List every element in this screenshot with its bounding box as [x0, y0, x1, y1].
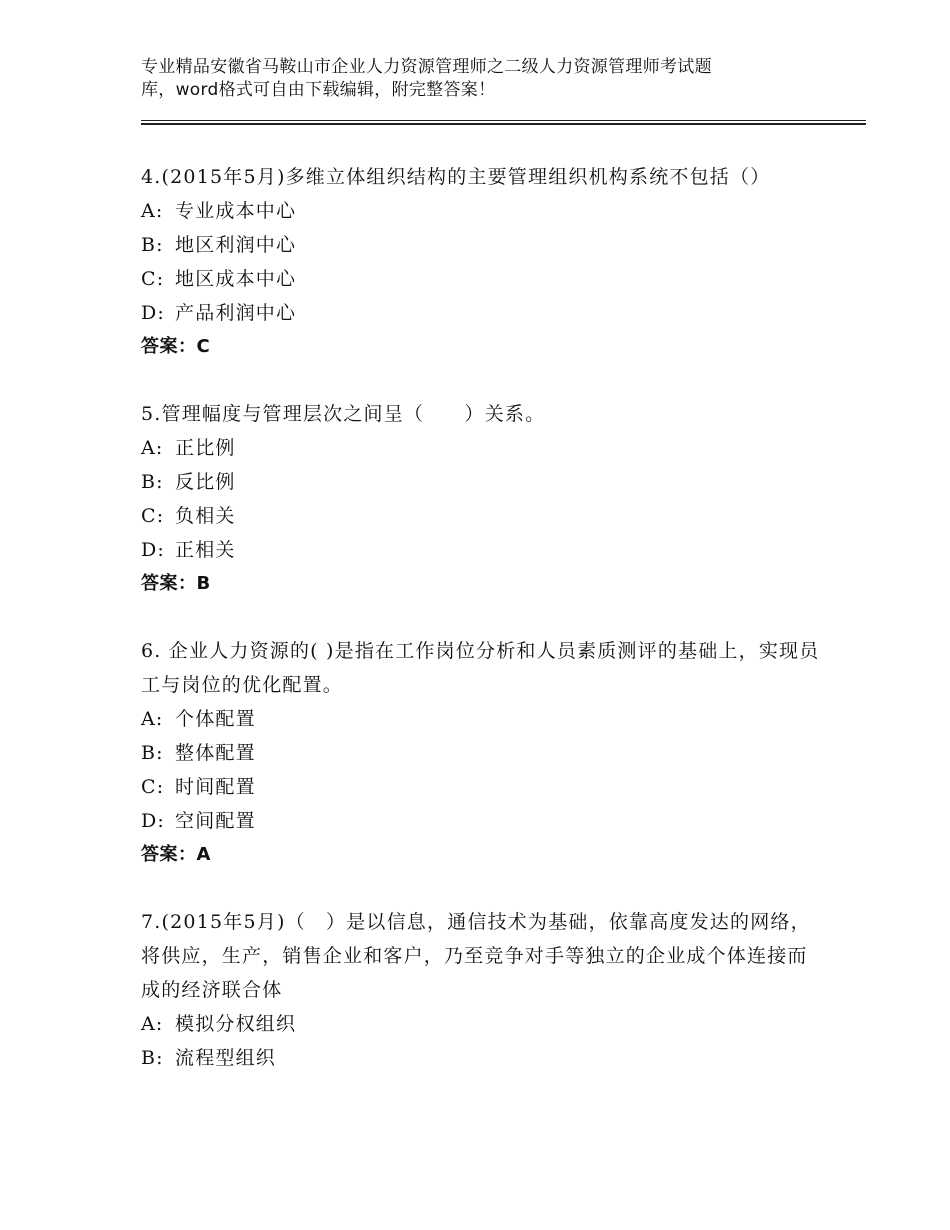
option-key: B:	[141, 471, 164, 493]
option-key: C:	[141, 776, 165, 798]
option-d	[141, 296, 821, 330]
question-stem: 4.(2015年5月)多维立体组织结构的主要管理组织机构系统不包括（）	[141, 166, 771, 188]
question-stem: 7.(2015年5月)（ ）是以信息，通信技术为基础，依靠高度发达的网络，将供应，生产，销售企业和客户，乃至竞争对手等独立的企业成个体连接而成的经济联合体	[141, 911, 811, 1001]
option-b	[141, 228, 821, 262]
answer-line: 答案：C	[141, 336, 211, 357]
option-a	[141, 702, 821, 736]
option-key: A:	[141, 1013, 164, 1035]
document-header	[141, 56, 861, 102]
option-text: 反比例	[175, 471, 236, 493]
question-list	[141, 160, 821, 1108]
option-c	[141, 262, 821, 296]
option-c	[141, 770, 821, 804]
option-d	[141, 533, 821, 567]
option-b	[141, 465, 821, 499]
option-text: 整体配置	[175, 742, 256, 764]
option-b	[141, 736, 821, 770]
header-title-line-2: 库，word格式可自由下载编辑，附完整答案！	[141, 80, 496, 100]
option-key: B:	[141, 234, 164, 256]
option-a	[141, 431, 821, 465]
option-key: A:	[141, 437, 164, 459]
question-4	[141, 160, 821, 364]
question-7	[141, 905, 821, 1075]
header-title-line-1: 专业精品安徽省马鞍山市企业人力资源管理师之二级人力资源管理师考试题	[141, 57, 712, 77]
option-text: 产品利润中心	[175, 302, 297, 324]
question-stem: 5.管理幅度与管理层次之间呈（ ）关系。	[141, 403, 546, 425]
header-divider	[141, 120, 866, 126]
option-d	[141, 804, 821, 838]
option-text: 正相关	[175, 539, 236, 561]
option-text: 负相关	[175, 505, 236, 527]
option-a	[141, 194, 821, 228]
answer-line: 答案：A	[141, 844, 211, 865]
option-c	[141, 499, 821, 533]
option-key: B:	[141, 1047, 164, 1069]
option-text: 空间配置	[175, 810, 256, 832]
question-stem: 6. 企业人力资源的( )是指在工作岗位分析和人员素质测评的基础上，实现员工与岗位的优化配置。	[141, 640, 820, 696]
option-text: 专业成本中心	[175, 200, 297, 222]
option-key: D:	[141, 810, 166, 832]
option-text: 时间配置	[175, 776, 256, 798]
option-text: 正比例	[175, 437, 236, 459]
question-6	[141, 634, 821, 872]
option-key: C:	[141, 505, 165, 527]
option-key: D:	[141, 302, 166, 324]
option-b	[141, 1041, 821, 1075]
answer-line: 答案：B	[141, 573, 211, 594]
option-key: C:	[141, 268, 165, 290]
option-text: 流程型组织	[175, 1047, 277, 1069]
option-key: A:	[141, 708, 164, 730]
question-5	[141, 397, 821, 601]
option-key: D:	[141, 539, 166, 561]
option-text: 地区利润中心	[175, 234, 297, 256]
option-text: 个体配置	[175, 708, 256, 730]
option-text: 地区成本中心	[175, 268, 297, 290]
option-key: B:	[141, 742, 164, 764]
option-text: 模拟分权组织	[175, 1013, 297, 1035]
option-key: A:	[141, 200, 164, 222]
option-a	[141, 1007, 821, 1041]
